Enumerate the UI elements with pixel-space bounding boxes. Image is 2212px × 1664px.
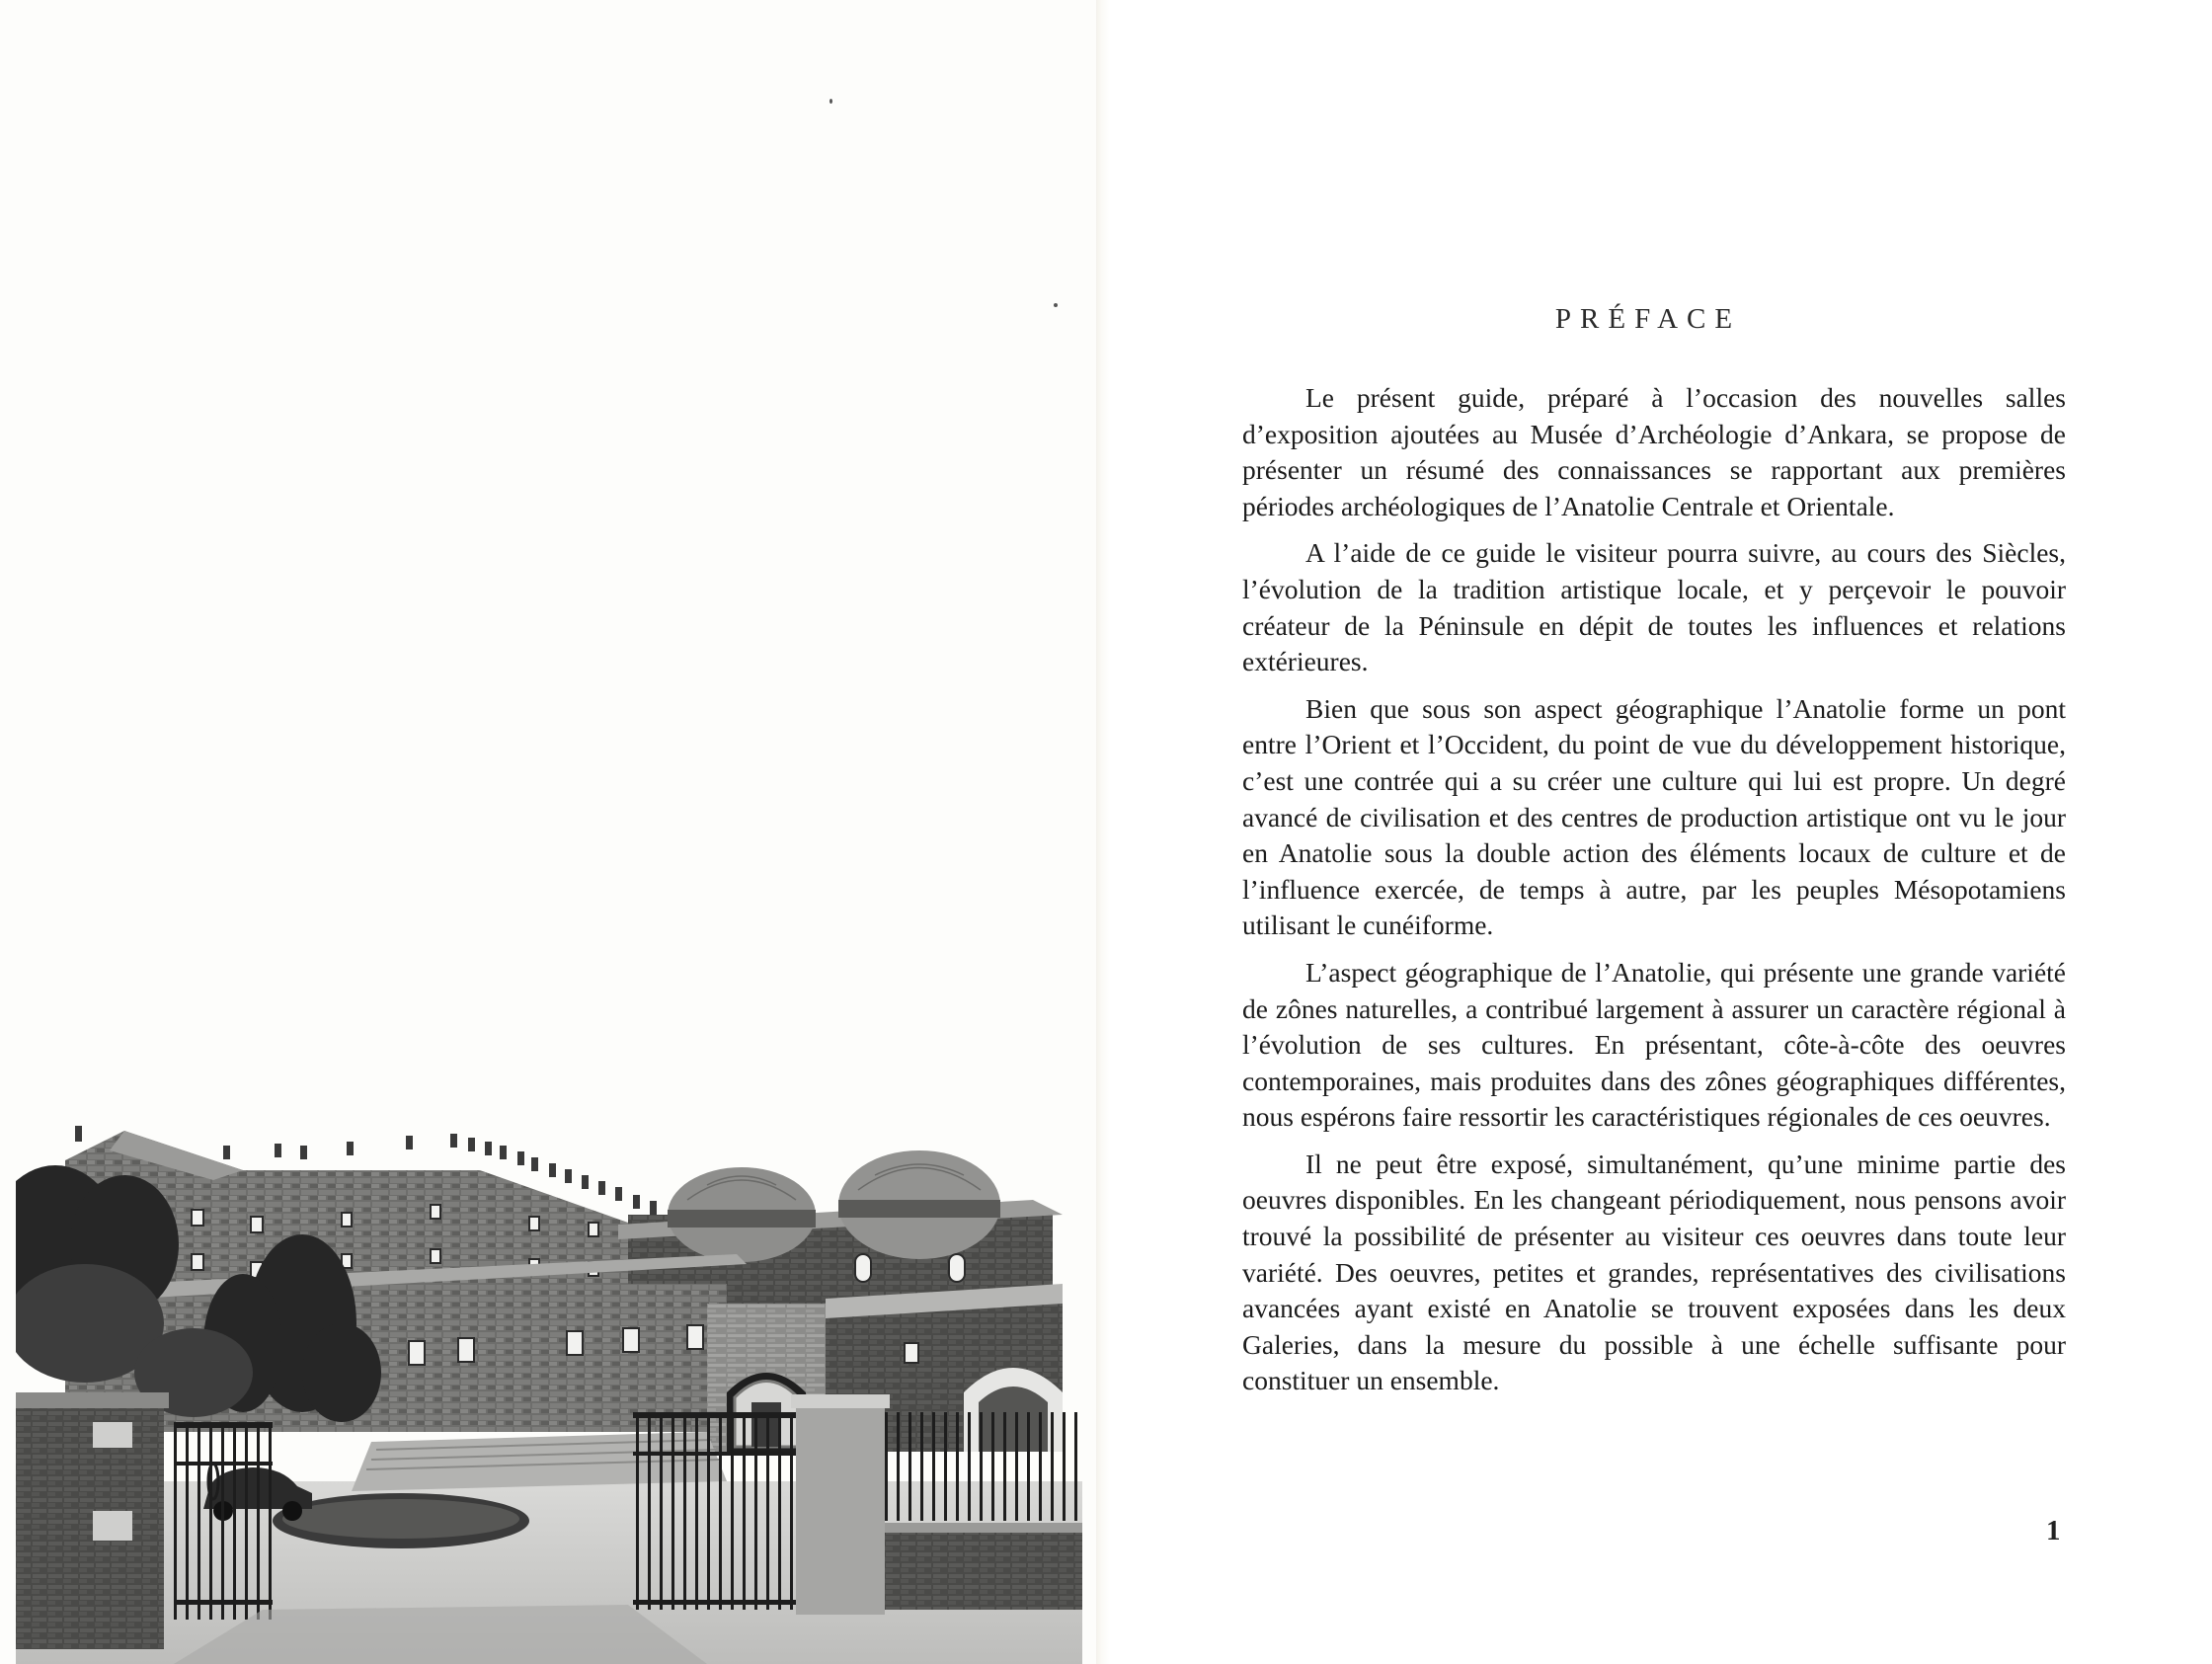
- left-page: [0, 0, 1096, 1664]
- museum-building-photograph: [16, 1106, 1082, 1664]
- page-gutter: [1096, 0, 1110, 1664]
- paper-speck: [830, 99, 832, 104]
- page-number: 1: [2046, 1515, 2061, 1546]
- preface-paragraph-3: Bien que sous son aspect géographique l’Anatolie forme un pont entre l’Orient et l’Occident, du point de vue du développement historique, c’est une contrée qui a su créer une culture qui lui est propre. Un degré avancé de civilisation et des centres de production artistique ont vu le jour en Anatolie sous la double action des éléments locaux de culture et de l’influence exercée, de temps à autre, par les peuples Mésopotamiens utilisant le cunéiforme.: [1242, 692, 2066, 941]
- preface-body: [1242, 380, 2066, 1410]
- preface-title: PRÉFACE: [1554, 303, 1742, 336]
- preface-paragraph-5: Il ne peut être exposé, simultanément, qu’une minime partie des oeuvres disponibles. En les changeant périodiquement, nous pensons avoir trouvé la possibilité de présenter au visiteur ces oeuvres dans toute leur variété. Des oeuvres, petites et grandes, représentatives des civilisations avancées ayant existé en Anatolie se trouvent exposées dans les deux Galeries, dans la mesure du possible à une échelle suffisante pour constituer un ensemble.: [1242, 1148, 2066, 1396]
- preface-paragraph-4: L’aspect géographique de l’Anatolie, qui présente une grande variété de zônes naturelles, a contribué largement à assurer un caractère régional à l’évolution de ses cultures. En présentant, côte-à-côte des oeuvres contemporaines, mais produites dans des zônes géographiques différentes, nous espérons faire ressortir les caractéristiques régionales de ces oeuvres.: [1242, 956, 2066, 1133]
- preface-paragraph-2: A l’aide de ce guide le visiteur pourra suivre, au cours des Siècles, l’évolution de la tradition artistique locale, et y perçevoir le pouvoir créateur de la Péninsule en dépit de toutes les influences et relations extérieures.: [1242, 537, 2066, 677]
- preface-paragraph-1: Le présent guide, préparé à l’occasion des nouvelles salles d’exposition ajoutées au Musée d’Archéologie d’Ankara, se propose de présenter un résumé des connaissances se rapportant aux premières périodes archéologiques de l’Anatolie Centrale et Orientale.: [1242, 382, 2066, 521]
- paper-speck: [1054, 303, 1058, 307]
